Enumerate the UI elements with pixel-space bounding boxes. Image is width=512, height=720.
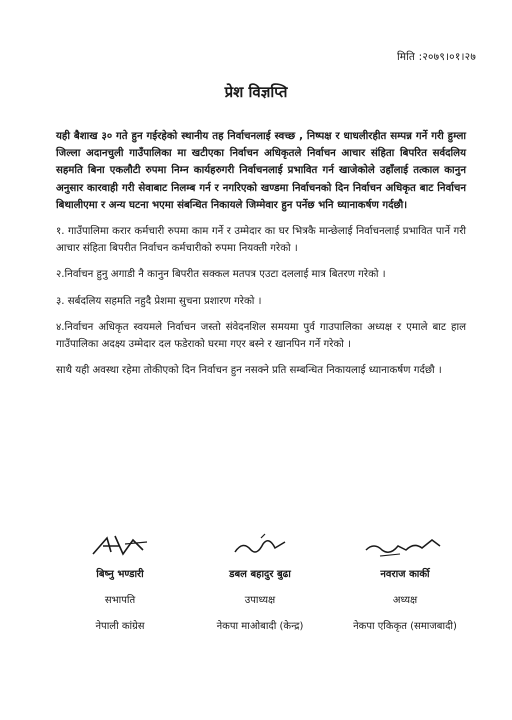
date-line: मिति :२०७९।०१।२७ <box>396 51 476 63</box>
signature-block <box>50 532 480 652</box>
signature-1 <box>50 532 190 640</box>
point-1-paragraph: १. गाउँपालिमा करार कर्मचारी रुपमा काम गर्ने र उम्मेदार का घर भित्रकै मान्छेलाई निर्वाचनलाई प्रभावित पार्ने गरी आचार संहिता बिपरीत निर्वाचन कर्मचारीको रुपमा नियक्ती गरेको । <box>56 226 466 255</box>
signatory-3-party: नेकपा एकिकृत (समाजबादी) <box>353 621 457 632</box>
signatory-3-role: अध्यक्ष <box>392 595 418 606</box>
signatory-1-name: बिष्नु भण्डारी <box>96 569 144 580</box>
closing-paragraph: साथै यही अवस्था रहेमा तोकीएको दिन निर्वाचन हुन नसक्ने प्रति सम्बन्धित निकायलाई ध्यानाकर्षण गर्दछौ । <box>56 365 442 377</box>
signatory-2-party: नेकपा माओबादी (केन्द्र) <box>216 621 304 632</box>
point-3-paragraph: ३. सर्बदलिय सहमति नहुदै प्रेशमा सुचना प्रशारण गरेको । <box>56 295 262 307</box>
signatory-2-role: उपाध्यक्ष <box>244 595 276 606</box>
handwritten-signature-1 <box>85 532 155 560</box>
handwritten-signature-2 <box>225 532 295 560</box>
signature-2 <box>190 532 330 640</box>
document-body <box>56 128 466 388</box>
signatory-2-name: डबल बहादुर बुढा <box>229 569 291 580</box>
signature-3 <box>335 532 475 640</box>
handwritten-signature-3 <box>360 532 450 560</box>
signatory-3-name: नवराज कार्की <box>380 569 430 580</box>
point-2-paragraph: २.निर्वाचन हुनु अगाडी नै कानुन बिपरीत सक्कल मतपत्र एउटा दललाई मात्र बितरण गरेको । <box>56 269 386 281</box>
intro-paragraph: यही बैशाख ३० गते हुन गईरहेको स्थानीय तह निर्वाचनलाई स्वच्छ , निष्पक्ष र धाधलीरहीत सम्पन्न गर्ने गरी हुम्ला जिल्ला अदानचुली गाउँपालिका मा खटीएका निर्वाचन अधिकृतले निर्वाचन आचार संहिता बिपरित सर्वदलिय सहमति बिना एकलौटी रुपमा निम्न कार्यहरुगरी निर्वाचनलाई प्रभावित गर्न खाजेकोले उहाँलाई तत्काल कानुन अनुसार कारवाही गरी सेवाबाट निलम्ब गर्न र नगरिएको खण्डमा निर्वाचनको दिन निर्वाचन अधिकृत बाट निर्वाचन बिथालीएमा र अन्य घटना भएमा संबन्धित निकायले जिम्मेवार हुन पर्नेछ भनि ध्यानाकर्षण गर्दछौ। <box>56 131 466 211</box>
signatory-1-role: सभापति <box>104 595 136 606</box>
signatory-1-party: नेपाली कांग्रेस <box>95 621 145 632</box>
point-4-paragraph: ४.निर्वाचन अधिकृत स्वयमले निर्वाचन जस्तो संवेदनशिल समयमा पुर्व गाउपालिका अध्यक्ष र एमाले बाट हाल गाउँपालिका अदक्ष्य उम्मेदार दल फडेराको घरमा गएर बस्ने र खानपिन गर्ने गरेको । <box>56 321 466 351</box>
document-title: प्रेश विज्ञप्ति <box>224 83 288 101</box>
